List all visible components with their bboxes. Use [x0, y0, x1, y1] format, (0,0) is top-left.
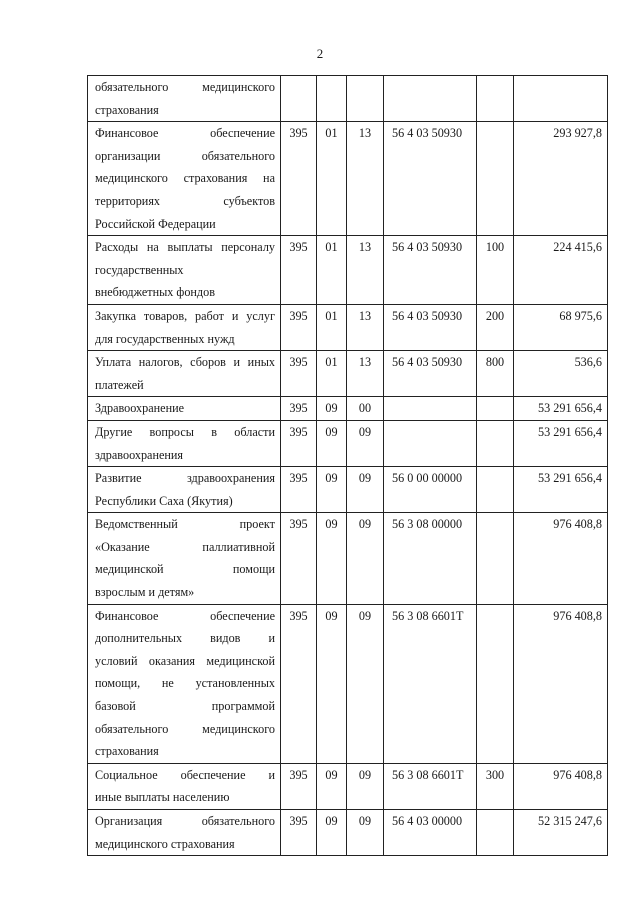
table-row [88, 304, 608, 350]
cell-target-article: 56 4 03 50930 [384, 351, 477, 397]
item-name-line: взрослым и детям» [95, 585, 195, 600]
item-name-line: Уплата налогов, сборов и иных [95, 355, 275, 370]
item-name-line: организации обязательного [95, 148, 275, 163]
cell-expense-type [477, 420, 514, 466]
item-name-line: платежей [95, 377, 144, 392]
item-name-line: базовой программой [95, 699, 275, 714]
cell-target-article: 56 4 03 50930 [384, 304, 477, 350]
cell-subsection: 00 [347, 397, 384, 421]
cell-target-article [384, 76, 477, 122]
cell-target-article: 56 4 03 00000 [384, 810, 477, 856]
table-row [88, 420, 608, 466]
cell-amount: 536,6 [514, 351, 608, 397]
cell-section: 09 [317, 763, 347, 809]
cell-expense-type: 800 [477, 351, 514, 397]
table-row [88, 763, 608, 809]
cell-section: 09 [317, 513, 347, 604]
cell-section: 09 [317, 604, 347, 763]
cell-admin-code: 395 [281, 304, 317, 350]
item-name-line: Организация обязательного [95, 814, 275, 828]
cell-subsection: 09 [347, 513, 384, 604]
cell-expense-type [477, 513, 514, 604]
cell-expense-type [477, 467, 514, 513]
cell-target-article: 56 3 08 6601Т [384, 763, 477, 809]
cell-expense-type [477, 122, 514, 236]
cell-item-name [88, 810, 281, 856]
cell-section: 09 [317, 467, 347, 513]
cell-target-article [384, 420, 477, 466]
table-row [88, 351, 608, 397]
cell-item-name [88, 763, 281, 809]
item-name-line: страхования [95, 102, 159, 117]
cell-item-name [88, 122, 281, 236]
item-name-line: дополнительных видов и [95, 631, 275, 646]
table-row [88, 810, 608, 856]
cell-section: 01 [317, 351, 347, 397]
cell-target-article: 56 4 03 50930 [384, 236, 477, 305]
table-row [88, 467, 608, 513]
table-row [88, 76, 608, 122]
item-name-line: здравоохранения [95, 447, 184, 462]
cell-expense-type: 300 [477, 763, 514, 809]
cell-subsection: 13 [347, 351, 384, 397]
cell-subsection: 09 [347, 763, 384, 809]
cell-target-article: 56 3 08 6601Т [384, 604, 477, 763]
cell-item-name [88, 604, 281, 763]
cell-section: 01 [317, 122, 347, 236]
item-name-line: Закупка товаров, работ и услуг [95, 308, 275, 323]
cell-subsection: 13 [347, 304, 384, 350]
cell-expense-type: 100 [477, 236, 514, 305]
item-name-line: Ведомственный проект [95, 517, 275, 532]
cell-admin-code: 395 [281, 397, 317, 421]
cell-section: 01 [317, 304, 347, 350]
item-name-line: обязательного медицинского [95, 721, 275, 736]
cell-admin-code: 395 [281, 122, 317, 236]
cell-item-name [88, 397, 281, 421]
item-name-line: условий оказания медицинской [95, 653, 275, 668]
item-name-line: медицинского страхования на [95, 171, 275, 186]
cell-target-article: 56 4 03 50930 [384, 122, 477, 236]
cell-amount [514, 76, 608, 122]
item-name-line: обязательного медицинского [95, 80, 275, 94]
item-name-line: внебюджетных фондов [95, 285, 215, 300]
item-name-line: Республики Саха (Якутия) [95, 493, 233, 508]
item-name-line: Развитие здравоохранения [95, 471, 275, 486]
cell-amount: 293 927,8 [514, 122, 608, 236]
table-row [88, 236, 608, 305]
cell-item-name [88, 467, 281, 513]
table-body [88, 76, 608, 856]
cell-amount: 976 408,8 [514, 763, 608, 809]
cell-item-name [88, 236, 281, 305]
cell-admin-code: 395 [281, 236, 317, 305]
cell-subsection: 09 [347, 604, 384, 763]
item-name-line: Здравоохранение [95, 401, 185, 416]
item-name-line: Финансовое обеспечение [95, 608, 275, 623]
item-name-line: территориях субъектов [95, 193, 275, 208]
cell-subsection: 13 [347, 236, 384, 305]
cell-section: 09 [317, 420, 347, 466]
cell-expense-type: 200 [477, 304, 514, 350]
item-name-line: Расходы на выплаты персоналу [95, 240, 275, 255]
cell-item-name [88, 351, 281, 397]
cell-expense-type [477, 397, 514, 421]
cell-admin-code: 395 [281, 604, 317, 763]
table-row [88, 397, 608, 421]
cell-subsection: 09 [347, 467, 384, 513]
cell-section: 09 [317, 397, 347, 421]
cell-item-name [88, 420, 281, 466]
cell-admin-code: 395 [281, 763, 317, 809]
cell-amount: 52 315 247,6 [514, 810, 608, 856]
table-row [88, 604, 608, 763]
item-name-line: медицинского страхования [95, 836, 235, 851]
cell-admin-code: 395 [281, 351, 317, 397]
item-name-line: государственных [95, 262, 184, 277]
table-row [88, 122, 608, 236]
cell-admin-code [281, 76, 317, 122]
item-name-line: для государственных нужд [95, 331, 235, 346]
cell-subsection [347, 76, 384, 122]
cell-target-article: 56 3 08 00000 [384, 513, 477, 604]
cell-admin-code: 395 [281, 467, 317, 513]
item-name-line: медицинской помощи [95, 562, 275, 577]
cell-expense-type [477, 604, 514, 763]
cell-amount: 68 975,6 [514, 304, 608, 350]
cell-item-name [88, 304, 281, 350]
item-name-line: помощи, не установленных [95, 676, 275, 691]
cell-amount: 53 291 656,4 [514, 467, 608, 513]
table-row [88, 513, 608, 604]
item-name-line: Российской Федерации [95, 216, 216, 231]
cell-amount: 976 408,8 [514, 604, 608, 763]
cell-amount: 976 408,8 [514, 513, 608, 604]
item-name-line: «Оказание паллиативной [95, 539, 275, 554]
item-name-line: Финансовое обеспечение [95, 126, 275, 141]
item-name-line: Социальное обеспечение и [95, 767, 275, 782]
cell-expense-type [477, 810, 514, 856]
cell-subsection: 13 [347, 122, 384, 236]
cell-admin-code: 395 [281, 420, 317, 466]
cell-subsection: 09 [347, 420, 384, 466]
cell-section [317, 76, 347, 122]
cell-item-name [88, 76, 281, 122]
cell-item-name [88, 513, 281, 604]
item-name-line: Другие вопросы в области [95, 424, 275, 439]
cell-section: 09 [317, 810, 347, 856]
budget-table [87, 75, 608, 856]
item-name-line: страхования [95, 744, 159, 759]
cell-admin-code: 395 [281, 513, 317, 604]
cell-target-article: 56 0 00 00000 [384, 467, 477, 513]
cell-section: 01 [317, 236, 347, 305]
cell-amount: 53 291 656,4 [514, 420, 608, 466]
page-number: 2 [316, 46, 324, 61]
cell-amount: 224 415,6 [514, 236, 608, 305]
cell-admin-code: 395 [281, 810, 317, 856]
cell-expense-type [477, 76, 514, 122]
cell-amount: 53 291 656,4 [514, 397, 608, 421]
cell-subsection: 09 [347, 810, 384, 856]
item-name-line: иные выплаты населению [95, 790, 230, 805]
cell-target-article [384, 397, 477, 421]
